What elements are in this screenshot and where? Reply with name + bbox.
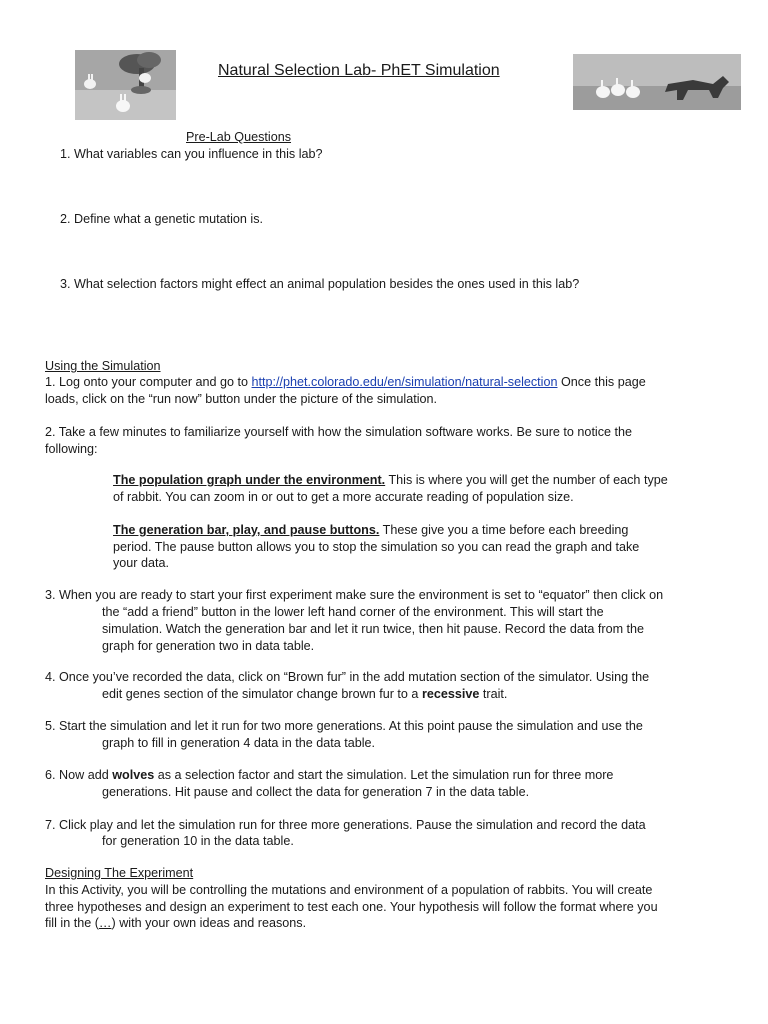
step-6-line-2: generations. Hit pause and collect the data for generation 7 in the data table. [102, 785, 530, 799]
population-graph-label: The population graph under the environment. [113, 473, 386, 487]
step-3-line-1: 3. When you are ready to start your first experiment make sure the environment is set to “equator” then click on [45, 588, 664, 602]
step-6-text: 6. Now add [45, 768, 113, 782]
design-line-2: three hypotheses and design an experiment to test each one. Your hypothesis will follow the format where you [45, 900, 658, 914]
rabbits-wolf-image [573, 54, 741, 110]
simulation-heading: Using the Simulation [45, 359, 161, 373]
generation-bar-line-2: period. The pause button allows you to stop the simulation so you can read the graph and take [113, 540, 640, 554]
generation-bar-text: These give you a time before each breeding [379, 523, 629, 537]
generation-bar-label: The generation bar, play, and pause buttons. [113, 523, 380, 537]
step-2-line-2: following: [45, 442, 98, 456]
recessive-label: recessive [421, 687, 480, 701]
step-6-text-cont: as a selection factor and start the simulation. Let the simulation run for three more [154, 768, 614, 782]
rabbits-tree-illustration [75, 50, 176, 120]
prelab-question-2: 2. Define what a genetic mutation is. [60, 212, 264, 226]
generation-bar-line-3: your data. [113, 556, 170, 570]
wolves-label: wolves [112, 768, 155, 782]
step-4-line-1: 4. Once you’ve recorded the data, click on “Brown fur” in the add mutation section of the simulator. Using the [45, 670, 650, 684]
design-heading: Designing The Experiment [45, 866, 194, 880]
step-6-line-1 [45, 767, 613, 784]
step-1-line-2: loads, click on the “run now” button under the picture of the simulation. [45, 392, 438, 406]
step-3-line-2: the “add a friend” button in the lower left hand corner of the environment. This will start the [102, 605, 604, 619]
design-line-3 [45, 915, 306, 932]
step-1-text-cont: Once this page [557, 375, 646, 389]
population-graph-text: This is where you will get the number of each type [385, 473, 668, 487]
generation-bar-line-1 [113, 522, 628, 539]
phet-link[interactable]: http://phet.colorado.edu/en/simulation/natural-selection [251, 375, 558, 389]
step-7-line-2: for generation 10 in the data table. [102, 834, 294, 848]
prelab-heading: Pre-Lab Questions [186, 130, 292, 144]
step-4-text: edit genes section of the simulator change brown fur to a [102, 687, 422, 701]
rabbits-tree-image [75, 50, 176, 120]
step-4-line-2 [102, 686, 507, 703]
population-graph-line-1 [113, 472, 668, 489]
prelab-question-1: 1. What variables can you influence in this lab? [60, 147, 323, 161]
step-4-text-end: trait. [479, 687, 508, 701]
step-1-text: 1. Log onto your computer and go to [45, 375, 252, 389]
step-7-line-1: 7. Click play and let the simulation run for three more generations. Pause the simulation and record the data [45, 818, 646, 832]
step-3-line-3: simulation. Watch the generation bar and let it run twice, then hit pause. Record the data from the [102, 622, 645, 636]
blank-placeholder: … [98, 916, 112, 930]
prelab-question-3: 3. What selection factors might effect an animal population besides the ones used in this lab? [60, 277, 580, 291]
step-3-line-4: graph for generation two in data table. [102, 639, 315, 653]
population-graph-line-2: of rabbit. You can zoom in or out to get a more accurate reading of population size. [113, 490, 574, 504]
design-text: fill in the ( [45, 916, 99, 930]
design-text-end: ) with your own ideas and reasons. [111, 916, 307, 930]
step-2-line-1: 2. Take a few minutes to familiarize yourself with how the simulation software works. Be sure to notice the [45, 425, 633, 439]
step-1-line-1 [45, 374, 646, 391]
step-5-line-2: graph to fill in generation 4 data in the data table. [102, 736, 376, 750]
page-title: Natural Selection Lab- PhET Simulation [218, 62, 500, 79]
design-line-1: In this Activity, you will be controlling the mutations and environment of a population of rabbits. You will create [45, 883, 653, 897]
step-5-line-1: 5. Start the simulation and let it run for two more generations. At this point pause the simulation and use the [45, 719, 643, 733]
rabbits-wolf-illustration [573, 54, 741, 110]
